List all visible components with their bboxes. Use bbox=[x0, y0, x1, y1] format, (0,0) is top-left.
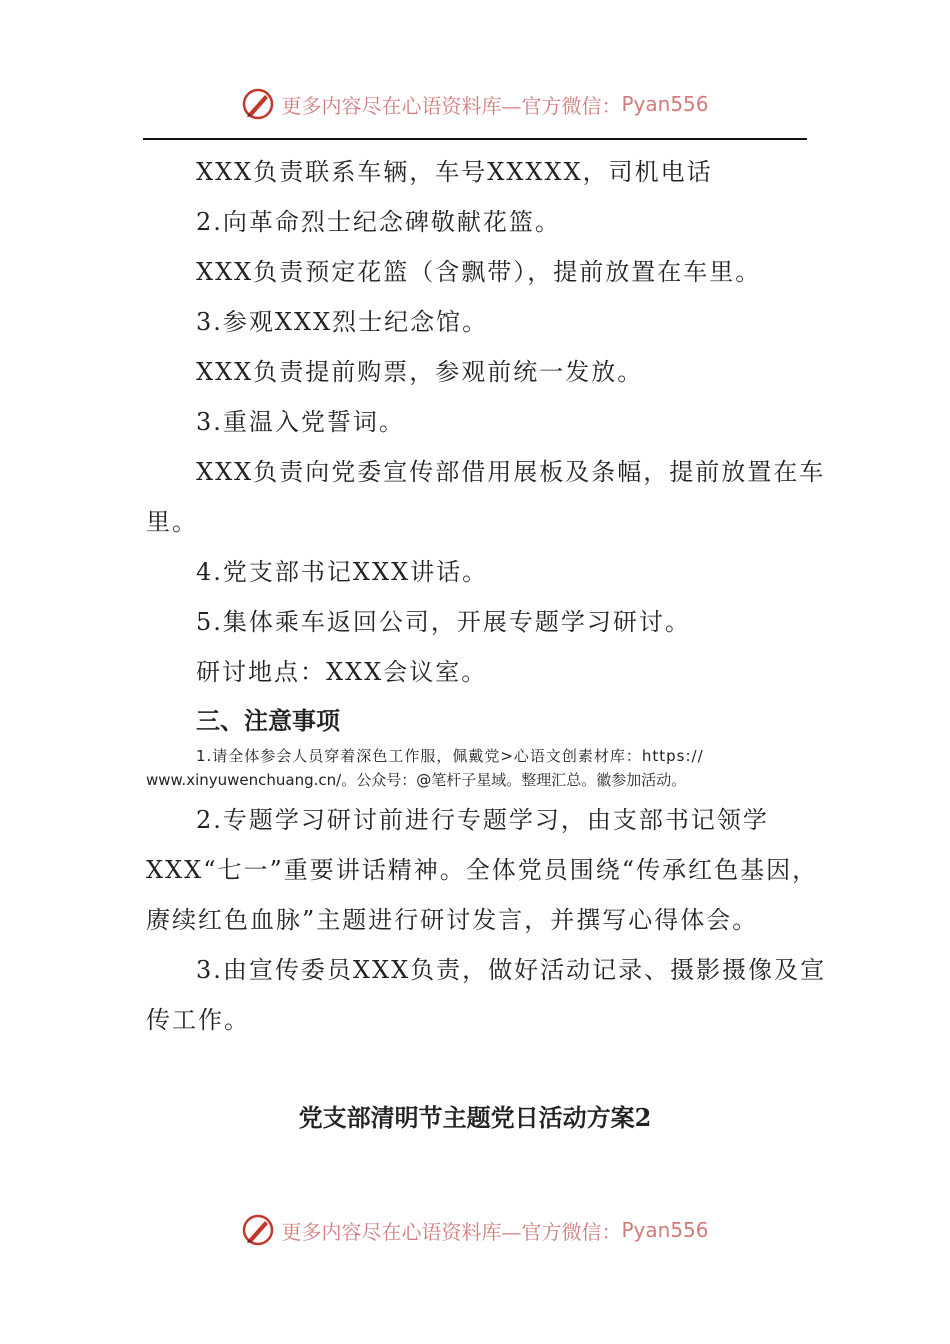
header-banner-text: 更多内容尽在心语资料库—官方微信： bbox=[281, 93, 622, 118]
note-item3-line-b: 传工作。 bbox=[146, 1006, 250, 1034]
body-line-5: XXX负责提前购票，参观前统一发放。 bbox=[196, 358, 644, 386]
note-item3-line-a: 3.由宣传委员XXX负责，做好活动记录、摄影摄像及宣 bbox=[196, 956, 827, 984]
note-item2-line-a: 2.专题学习研讨前进行专题学习，由支部书记领学 bbox=[196, 806, 769, 834]
body-line-6: 3.重温入党誓词。 bbox=[196, 408, 405, 436]
footer-banner-text: 更多内容尽在心语资料库—官方微信： bbox=[281, 1219, 622, 1244]
header-banner-account: Pyan556 bbox=[621, 92, 709, 116]
notice-line-a: 1.请全体参会人员穿着深色工作服，佩戴党>心语文创素材库：https:// bbox=[196, 747, 704, 765]
note-item2-line-c: 赓续红色血脉”主题进行研讨发言，并撰写心得体会。 bbox=[146, 906, 759, 934]
section-heading: 三、注意事项 bbox=[196, 706, 340, 735]
footer-banner-account: Pyan556 bbox=[621, 1218, 709, 1242]
pen-logo-icon bbox=[241, 1213, 275, 1247]
body-line-9: 5.集体乘车返回公司，开展专题学习研讨。 bbox=[196, 608, 691, 636]
body-line-4: 3.参观XXX烈士纪念馆。 bbox=[196, 308, 489, 336]
body-line-7b: 里。 bbox=[146, 508, 198, 536]
body-line-3: XXX负责预定花篮（含飘带），提前放置在车里。 bbox=[196, 258, 762, 286]
footer-banner bbox=[0, 1210, 950, 1250]
body-line-8: 4.党支部书记XXX讲话。 bbox=[196, 558, 489, 586]
body-line-7a: XXX负责向党委宣传部借用展板及条幅，提前放置在车 bbox=[196, 458, 826, 486]
notice-line-b: www.xinyuwenchuang.cn/。公众号：@笔杆子星域。整理汇总。徽参加活动。 bbox=[146, 771, 687, 789]
header-banner bbox=[0, 84, 950, 124]
body-line-2: 2.向革命烈士纪念碑敬献花篮。 bbox=[196, 208, 561, 236]
next-section-title: 党支部清明节主题党日活动方案2 bbox=[298, 1103, 652, 1132]
header-divider bbox=[143, 138, 807, 140]
body-line-10: 研讨地点：XXX会议室。 bbox=[196, 658, 488, 686]
pen-logo-icon bbox=[241, 87, 275, 121]
note-item2-line-b: XXX“七一”重要讲话精神。全体党员围绕“传承红色基因， bbox=[146, 856, 819, 884]
body-line-1: XXX负责联系车辆，车号XXXXX，司机电话 bbox=[196, 158, 713, 186]
